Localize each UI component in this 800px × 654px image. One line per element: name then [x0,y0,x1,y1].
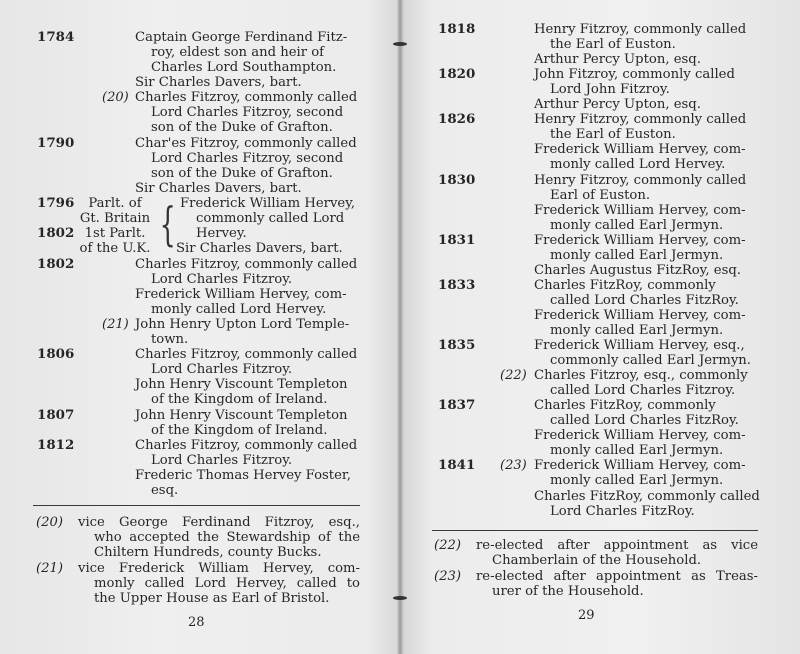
entry-line: John Henry Viscount Templeton [135,407,348,423]
entry-name [534,263,762,278]
entry-line: Charles Lord Southampton. [151,60,337,75]
entry-line: Lord Charles Fitzroy. [151,362,293,378]
footnote-line: re-elected after appointment as Treas- [476,568,758,584]
entry-line: John Fitzroy, commonly called [534,67,735,83]
entry-year: 1837 [438,397,476,414]
entry-line: Hervey. [196,226,247,242]
footnote-text [476,538,758,568]
entry-year: 1796 [37,195,75,212]
entry-line: town. [151,331,189,347]
entry-line: Frederick William Hervey, [180,196,356,212]
footnote-line: urer of the Household. [492,583,644,599]
entry-line: Frederick William Hervey, com- [534,202,746,218]
parliament-label: 1st Parlt. [84,226,146,242]
footnote-line: Chiltern Hundreds, county Bucks. [94,545,322,560]
entry-line: Lord Charles Fitzroy, second [151,105,344,121]
entry-line: Lord Charles FitzRoy. [550,503,695,519]
footnote-line: re-elected after appointment as vice [476,538,758,553]
entry-line: roy, eldest son and heir of [151,45,325,60]
footnote-mark: (23) [434,568,462,584]
entry-line: monly called Earl Jermyn. [550,217,724,233]
entry-name [534,308,762,338]
entry-year: 1820 [438,66,476,83]
entry-line: called Lord Charles FitzRoy. [550,292,739,308]
entry-year: 1802 [37,225,75,242]
parliament-label: Parlt. of [88,196,142,212]
entry-year: 1831 [438,231,476,248]
entry-line: Henry Fitzroy, commonly called [534,22,747,37]
entry-year: 1790 [37,134,75,151]
entry-line: of the Kingdom of Ireland. [151,392,328,408]
entry-line: Henry Fitzroy, commonly called [534,112,747,128]
entry-line: Sir Charles Davers, bart. [135,75,302,91]
entry-year: 1841 [438,457,476,474]
entry-line: Charles Fitzroy, esq., commonly [534,368,748,384]
entry-name [135,408,370,438]
footnote-mark: (20) [36,515,64,530]
entry-line: Lord John Fitzroy. [550,82,670,98]
entry-line: Frederic Thomas Hervey Foster, [135,467,351,483]
entry-name [534,97,762,112]
entry-line: Char'es Fitzroy, commonly called [135,135,357,151]
entry-line: Arthur Percy Upton, esq. [534,97,701,113]
entry-line: Charles Fitzroy, commonly called [135,256,358,272]
entry-line: Frederick William Hervey, com- [534,142,746,158]
entry-line: John Henry Viscount Templeton [135,377,348,393]
entry-line: Lord Charles Fitzroy. [151,452,293,468]
entry-line: Henry Fitzroy, commonly called [534,172,747,188]
entry-name [534,142,762,172]
entry-line: commonly called Lord [196,211,345,227]
entry-line: Frederick William Hervey, com- [135,286,347,302]
entry-year: 1826 [438,111,476,128]
entry-line: monly called Earl Jermyn. [550,443,724,459]
entry-line: son of the Duke of Grafton. [151,165,333,181]
entry-line: son of the Duke of Grafton. [151,120,333,136]
entry-name [534,338,762,368]
entry-line: Frederick William Hervey, com- [534,232,746,248]
entry-line: Sir Charles Davers, bart. [135,181,302,196]
entry-name [135,347,370,377]
entry-year: 1802 [37,255,75,272]
footnote-ref: (21) [102,316,129,332]
entry-line: of the Kingdom of Ireland. [151,422,328,438]
entry-line: monly called Earl Jermyn. [550,473,724,489]
entry-name [534,22,762,52]
footnote-line: vice Frederick William Hervey, com- [78,560,360,576]
footnote-line: monly called Lord Hervey, called to [94,575,360,591]
entry-line: Arthur Percy Upton, esq. [534,52,701,68]
entry-line: Charles Fitzroy, commonly called [135,90,358,106]
entry-name [534,278,762,308]
entry-line: commonly called Earl Jermyn. [550,353,751,369]
entry-name [534,173,762,203]
footnote-mark: (21) [36,560,64,576]
entry-line: monly called Earl Jermyn. [550,322,724,338]
entry-line: Charles Fitzroy, commonly called [135,347,358,363]
entry-line: esq. [151,482,179,498]
entry-line: monly called Lord Hervey. [550,157,726,173]
entry-line: Frederick William Hervey, com- [534,428,746,444]
entry-line: Charles FitzRoy, commonly [534,398,716,414]
entry-year: 1818 [438,21,476,37]
entry-line: Lord Charles Fitzroy. [151,271,293,287]
entry-line: Captain George Ferdinand Fitz- [135,30,348,45]
footnote-line: Chamberlain of the Household. [492,553,702,568]
entry-name [534,428,762,458]
entry-line: John Henry Upton Lord Temple- [135,316,350,332]
footnote-line: the Upper House as Earl of Bristol. [94,590,330,606]
entry-line: Sir Charles Davers, bart. [176,241,343,257]
entry-line: Charles Fitzroy, commonly called [135,437,358,453]
parliament-label: of the U.K. [79,241,151,257]
brace-icon: { [159,197,176,252]
entry-year: 1784 [37,29,75,45]
entry-year: 1806 [37,346,75,363]
entry-name [534,203,762,233]
entry-year: 1807 [37,406,75,423]
entry-year: 1833 [438,276,476,293]
entry-year: 1812 [37,436,75,453]
entry-name [534,112,762,142]
entry-line: called Lord Charles FitzRoy. [550,413,739,429]
footnote-divider [432,530,758,531]
entry-name [135,317,370,347]
footnote-divider [33,505,360,506]
footnote-line: vice George Ferdinand Fitzroy, esq., [78,515,360,530]
parliament-block [0,196,400,258]
entry-line: the Earl of Euston. [550,37,676,52]
entry-name [135,181,370,196]
entry-line: Charles FitzRoy, commonly called [534,488,760,504]
entry-name [135,90,370,135]
entry-year: 1835 [438,337,476,354]
entry-name [135,75,370,90]
footnote-text [476,569,758,599]
entry-line: Frederick William Hervey, esq., [534,338,745,354]
entry-line: called Lord Charles Fitzroy. [550,383,736,399]
footnote-mark: (22) [434,538,462,553]
entry-name [534,233,762,263]
entry-name [135,287,370,317]
page-number: 28 [188,615,205,630]
entry-line: Earl of Euston. [550,187,651,203]
footnote-line: who accepted the Stewardship of the [94,530,360,545]
entry-line: the Earl of Euston. [550,127,676,143]
entry-name [534,398,762,428]
entry-name [135,257,370,287]
entry-line: monly called Lord Hervey. [151,301,327,317]
parliament-label: Gt. Britain [79,211,151,227]
entry-line: Frederick William Hervey, com- [534,458,746,474]
entry-name [135,136,370,181]
entry-name [135,30,370,75]
entry-line: Charles FitzRoy, commonly [534,277,716,293]
entry-name [534,458,762,488]
footnote-text [78,515,360,560]
entry-line: Lord Charles Fitzroy, second [151,150,344,166]
entry-name [534,52,762,67]
footnote-ref: (22) [500,368,527,384]
entry-name [534,67,762,97]
right-page [400,0,800,654]
entry-line: Charles Augustus FitzRoy, esq. [534,262,741,278]
entry-line: monly called Earl Jermyn. [550,247,724,263]
page-number: 29 [578,608,595,623]
entry-name [176,196,370,257]
entry-name [534,489,762,519]
entry-year: 1830 [438,171,476,188]
footnote-ref: (20) [102,90,129,106]
parliament-labels [74,196,156,256]
entry-name [135,468,370,498]
entry-line: Frederick William Hervey, com- [534,307,746,323]
entry-name [135,377,370,407]
footnote-text [78,561,360,606]
footnote-ref: (23) [500,458,527,474]
entry-name [135,438,370,468]
entry-name [534,368,762,398]
